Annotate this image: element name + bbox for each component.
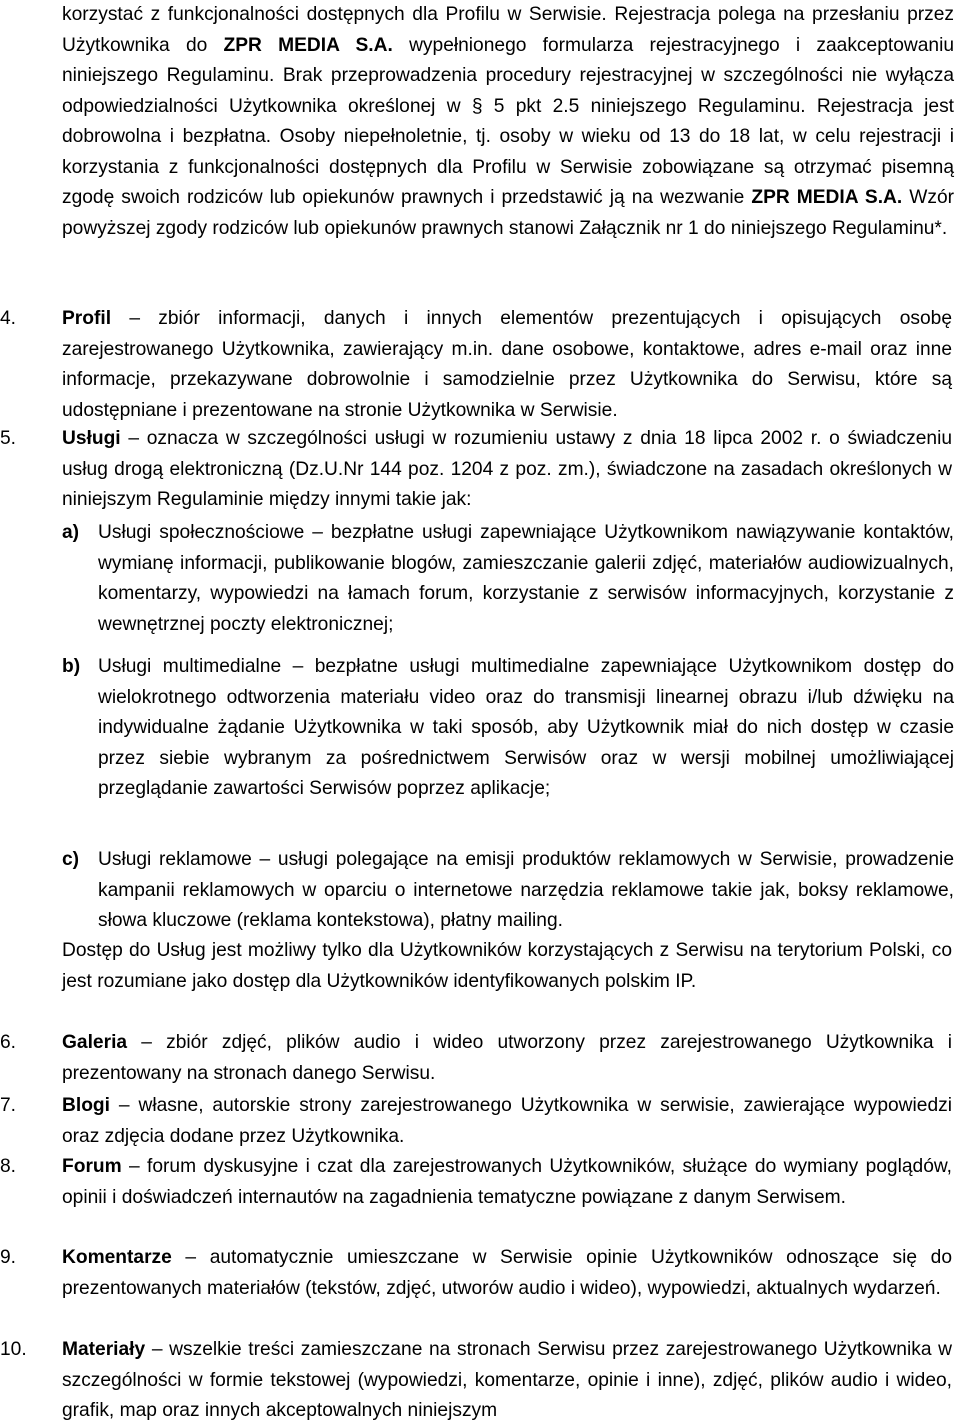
sub-item-c bbox=[62, 845, 954, 937]
item-text: – wszelkie treści zamieszczane na stronach Serwisu przez zarejestrowanego Użytkownika w szczególności w formie tekstowej (wypowiedzi, komentarze, opinie i inne), zdjęć, plików audio i wideo, grafik, map oraz innych akceptowalnych niniejszym bbox=[62, 1339, 952, 1421]
intro-text-3: Wzór powyższej zgody rodziców lub opiekunów prawnych stanowi Załącznik nr 1 do niniejszego Regulaminu*. bbox=[62, 187, 954, 239]
item-number: 8. bbox=[0, 1156, 17, 1177]
item-term: Komentarze bbox=[62, 1247, 172, 1268]
item-text: – własne, autorskie strony zarejestrowanego Użytkownika w serwisie, zawierające wypowiedzi oraz zdjęcia dodane przez Użytkownika. bbox=[62, 1095, 952, 1147]
item-text: – zbiór informacji, danych i innych elementów prezentujących i opisujących osobę zarejestrowanego Użytkownika, zawierający m.in. dane osobowe, kontaktowe, adres e-mail oraz inne informacje, przekazywane dobrowolnie i samodzielnie przez Użytkownika do Serwisu, które są udostępniane i prezentowane na stronie Użytkownika w Serwisie. bbox=[62, 308, 952, 421]
item-number: 10. bbox=[0, 1339, 27, 1360]
definition-item-blogi bbox=[0, 1091, 954, 1152]
item-term: Usługi bbox=[62, 428, 121, 449]
definition-item-materialy bbox=[0, 1335, 954, 1427]
sub-item-text: Usługi reklamowe – usługi polegające na emisji produktów reklamowych w Serwisie, prowadzenie kampanii reklamowych w oparciu o internetowe narzędzia reklamowe takie jak, boksy reklamowe, słowa kluczowe (reklama kontekstowa), płatny mailing. bbox=[98, 849, 954, 931]
definition-item-profil bbox=[0, 304, 954, 426]
item-term: Blogi bbox=[62, 1095, 110, 1116]
sub-item-text: Usługi społecznościowe – bezpłatne usługi zapewniające Użytkownikom nawiązywanie kontaktów, wymianę informacji, publikowanie blogów, zamieszczanie galerii zdjęć, materiałów audiowizualnych, komentarzy, wypowiedzi na łamach forum, korzystanie z serwisów informacyjnych, korzystanie z wewnętrznej poczty elektronicznej; bbox=[98, 522, 954, 635]
company-name: ZPR MEDIA S.A. bbox=[751, 187, 903, 208]
sub-item-label: b) bbox=[62, 656, 81, 677]
item-term: Profil bbox=[62, 308, 112, 329]
item-number: 4. bbox=[0, 308, 17, 329]
sub-item-b bbox=[62, 652, 954, 805]
uslugi-note: Dostęp do Usług jest możliwy tylko dla Użytkowników korzystających z Serwisu na terytorium Polski, co jest rozumiane jako dostęp dla Użytkowników identyfikowanych polskim IP. bbox=[62, 940, 952, 992]
item-number: 9. bbox=[0, 1247, 17, 1268]
item-text: – automatycznie umieszczane w Serwisie opinie Użytkowników odnoszące się do prezentowanych materiałów (tekstów, zdjęć, utworów audio i wideo), wypowiedzi, aktualnych wydarzeń. bbox=[62, 1247, 952, 1299]
sub-item-text: Usługi multimedialne – bezpłatne usługi multimedialne zapewniające Użytkownikom dostęp do wielokrotnego odtworzenia materiału video oraz do transmisji linearnej obrazu i/lub dźwięku na indywidualne żądanie Użytkownika w taki sposób, aby Użytkownik miał do nich dostęp w czasie przez siebie wybranym za pośrednictwem Serwisów oraz w wersji mobilnej umożliwiającej przeglądanie zawartości Serwisów poprzez aplikacje; bbox=[98, 656, 954, 799]
intro-paragraph bbox=[62, 0, 954, 244]
item-number: 6. bbox=[0, 1032, 17, 1053]
item-term: Forum bbox=[62, 1156, 122, 1177]
item-text: – oznacza w szczególności usługi w rozumieniu ustawy z dnia 18 lipca 2002 r. o świadczeniu usług drogą elektroniczną (Dz.U.Nr 144 poz. 1204 z poz. zm.), świadczone na zasadach określonych w niniejszym Regulaminie między innymi takie jak: bbox=[62, 428, 952, 510]
item-term: Galeria bbox=[62, 1032, 128, 1053]
intro-text-2: wypełnionego formularza rejestracyjnego i zaakceptowaniu niniejszego Regulaminu. Brak przeprowadzenia procedury rejestracyjnej w szczególności nie wyłącza odpowiedzialności Użytkownika określonej w § 5 pkt 2.5 niniejszego Regulaminu. Rejestracja jest dobrowolna i bezpłatna. Osoby niepełnoletnie, tj. osoby w wieku od 13 do 18 lat, w celu rejestracji i korzystania z funkcjonalności dostępnych dla Profilu w Serwisie zobowiązane są otrzymać pisemną zgodę swoich rodziców lub opiekunów prawnych i przedstawić ją na wezwanie bbox=[62, 34, 954, 208]
item-number: 7. bbox=[0, 1095, 17, 1116]
item-term: Materiały bbox=[62, 1339, 146, 1360]
definition-item-uslugi bbox=[0, 424, 954, 516]
sub-item-a bbox=[62, 518, 954, 640]
company-name: ZPR MEDIA S.A. bbox=[223, 34, 393, 56]
sub-item-label: a) bbox=[62, 522, 80, 543]
sub-item-label: c) bbox=[62, 849, 80, 870]
definition-item-galeria bbox=[0, 1028, 954, 1089]
definition-item-komentarze bbox=[0, 1243, 954, 1304]
definition-item-forum bbox=[0, 1152, 954, 1213]
item-text: – zbiór zdjęć, plików audio i wideo utworzony przez zarejestrowanego Użytkownika i prezentowany na stronach danego Serwisu. bbox=[62, 1032, 952, 1084]
item-number: 5. bbox=[0, 428, 17, 449]
intro-text-1: korzystać z funkcjonalności dostępnych dla Profilu w Serwisie. Rejestracja polega na przesłaniu przez Użytkownika do bbox=[62, 4, 954, 56]
item-text: – forum dyskusyjne i czat dla zarejestrowanych Użytkowników, służące do wymiany poglądów, opinii i doświadczeń internautów na zagadnienia tematyczne powiązane z danym Serwisem. bbox=[62, 1156, 952, 1208]
